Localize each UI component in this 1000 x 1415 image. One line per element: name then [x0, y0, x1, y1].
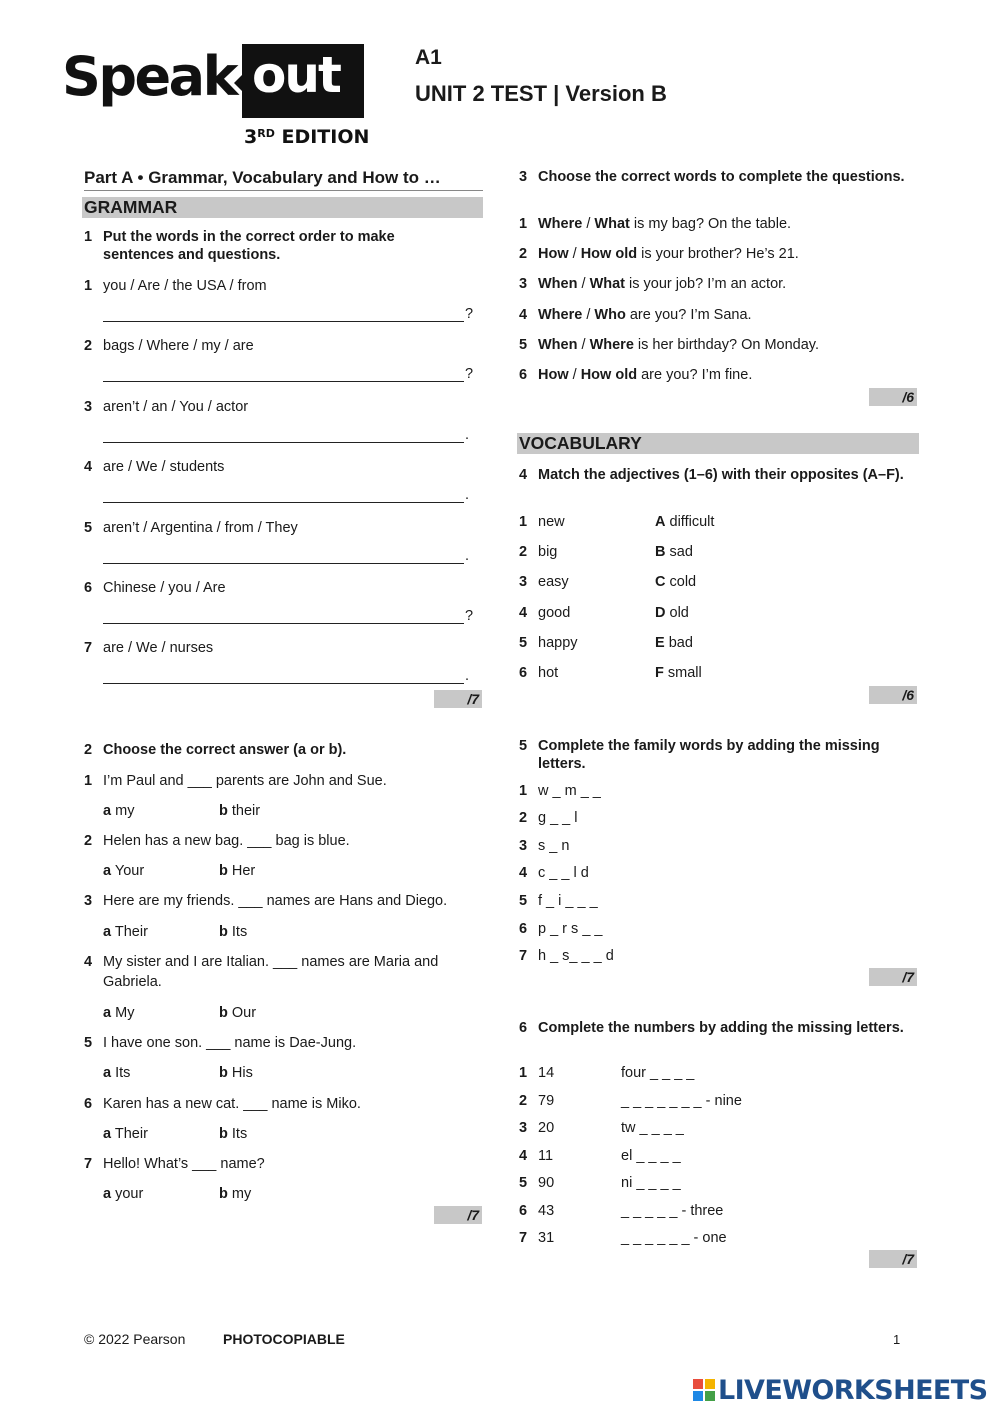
item-number: 7	[84, 1156, 93, 1172]
logo-square	[693, 1379, 703, 1389]
gapped-number-word[interactable]: four _ _ _ _	[621, 1065, 695, 1081]
instruction-text: Choose the correct words to complete the questions.	[538, 169, 905, 185]
gapped-number-word[interactable]: _ _ _ _ _ _ _ - nine	[621, 1093, 742, 1109]
answer-line[interactable]	[103, 623, 464, 624]
choice-separator: /	[582, 307, 595, 323]
question-text: Hello! What’s ___ name?	[103, 1156, 265, 1172]
item-words: aren’t / an / You / actor	[103, 399, 249, 415]
number-value: 11	[538, 1148, 554, 1164]
word-choice-1[interactable]: Where	[538, 307, 583, 323]
opposite-letter: E	[655, 635, 665, 651]
gapped-number-word[interactable]: tw _ _ _ _	[621, 1120, 684, 1136]
choice-separator: /	[582, 216, 595, 232]
choice-separator: /	[568, 367, 581, 383]
word-choice-2[interactable]: What	[594, 216, 630, 232]
word-choice-2[interactable]: How old	[580, 367, 638, 383]
gapped-number-word[interactable]: el _ _ _ _	[621, 1148, 681, 1164]
option-a[interactable]	[103, 1063, 130, 1083]
word-choice-2[interactable]: What	[589, 276, 625, 292]
item-number: 6	[84, 1096, 93, 1112]
item-words: bags / Where / my / are	[103, 338, 254, 354]
option-letter: b	[219, 1186, 228, 1202]
item-sentence	[538, 244, 799, 264]
number-value: 14	[538, 1065, 555, 1081]
option-text: Your	[114, 863, 145, 879]
item-sentence	[538, 274, 786, 294]
logo-square	[705, 1379, 715, 1389]
sentence-rest: is your job? I’m an actor.	[625, 276, 787, 292]
item-number: 2	[519, 810, 528, 826]
exercise-number: 6	[519, 1020, 528, 1036]
exercise-5-score: /7	[869, 968, 917, 986]
answer-punctuation: .	[465, 668, 470, 684]
opposite-letter: C	[655, 574, 666, 590]
sentence-rest: is her birthday? On Monday.	[633, 337, 819, 353]
option-text: my	[115, 803, 135, 819]
exercise-2-question	[84, 771, 469, 791]
item-number: 2	[519, 544, 528, 560]
word-choice-1[interactable]: Where	[538, 216, 583, 232]
logo-word-out: out	[252, 46, 340, 104]
item-number: 5	[84, 520, 93, 536]
option-letter: b	[219, 803, 228, 819]
exercise-4-opposite[interactable]	[655, 572, 696, 592]
item-words: aren’t / Argentina / from / They	[103, 520, 298, 536]
gapped-word: s _ n	[538, 838, 570, 854]
gapped-word: h _ s_ _ _ d	[538, 948, 614, 964]
gapped-word: c _ _ l d	[538, 865, 589, 881]
word-choice-1[interactable]: When	[538, 337, 578, 353]
word-choice-2[interactable]: How old	[580, 246, 638, 262]
exercise-2-score: /7	[434, 1206, 482, 1224]
option-text: Its	[115, 1065, 131, 1081]
option-a[interactable]	[103, 1124, 148, 1144]
instruction-text: Complete the family words by adding the missing letters.	[538, 738, 880, 772]
word-choice-2[interactable]: Where	[589, 337, 634, 353]
item-number: 2	[84, 833, 93, 849]
option-a[interactable]	[103, 922, 148, 942]
item-number: 4	[519, 1148, 528, 1164]
item-number: 3	[84, 399, 93, 415]
exercise-3-instruction	[519, 168, 909, 186]
liveworksheets-text: LIVEWORKSHEETS	[718, 1375, 988, 1406]
word-choice-2[interactable]: Who	[594, 307, 626, 323]
exercise-4-opposite[interactable]	[655, 512, 714, 532]
exercise-4-opposite[interactable]	[655, 663, 702, 683]
item-number: 3	[84, 893, 93, 909]
item-number: 5	[519, 635, 528, 651]
item-number: 6	[84, 580, 93, 596]
item-number: 1	[519, 1065, 528, 1081]
exercise-2-question	[84, 891, 469, 911]
item-number: 4	[519, 865, 528, 881]
gapped-word: g _ _ l	[538, 810, 578, 826]
opposite-word: sad	[669, 544, 693, 560]
edition-number: 3	[244, 126, 258, 148]
page-number: 1	[893, 1332, 901, 1347]
option-text: their	[231, 803, 261, 819]
exercise-number: 5	[519, 738, 528, 754]
item-number: 1	[519, 514, 528, 530]
item-number: 5	[519, 1175, 528, 1191]
item-number: 6	[519, 367, 528, 383]
option-letter: b	[219, 863, 228, 879]
item-number: 3	[519, 276, 528, 292]
option-text: His	[231, 1065, 253, 1081]
sentence-rest: is my bag? On the table.	[629, 216, 792, 232]
item-words: you / Are / the USA / from	[103, 278, 267, 294]
item-number: 1	[84, 773, 93, 789]
option-b[interactable]	[219, 1124, 247, 1144]
exercise-2-instruction	[84, 741, 474, 759]
instruction-text: Put the words in the correct order to make sentences and questions.	[103, 229, 395, 263]
gapped-word: w _ m _ _	[538, 783, 601, 799]
option-text: your	[115, 1186, 144, 1202]
answer-punctuation: ?	[465, 306, 474, 322]
question-text: My sister and I are Italian. ___ names are Maria and Gabriela.	[103, 954, 439, 990]
word-choice-1[interactable]: When	[538, 276, 578, 292]
answer-line[interactable]	[103, 442, 464, 443]
question-text: Helen has a new bag. ___ bag is blue.	[103, 833, 350, 849]
option-letter: a	[103, 863, 112, 879]
opposite-letter: D	[655, 605, 666, 621]
option-text: Our	[231, 1005, 257, 1021]
option-b[interactable]	[219, 861, 255, 881]
choice-separator: /	[577, 276, 590, 292]
exercise-1-score: /7	[434, 690, 482, 708]
exercise-3-score: /6	[869, 388, 917, 406]
answer-line[interactable]	[103, 683, 464, 684]
choice-separator: /	[577, 337, 590, 353]
sentence-rest: is your brother? He’s 21.	[637, 246, 799, 262]
gapped-number-word[interactable]: ni _ _ _ _	[621, 1175, 681, 1191]
number-value: 43	[538, 1203, 555, 1219]
option-a[interactable]	[103, 801, 134, 821]
exercise-1-instruction	[84, 228, 464, 264]
logo-square	[693, 1391, 703, 1401]
item-number: 3	[519, 574, 528, 590]
option-text: Their	[114, 1126, 148, 1142]
exercise-4-opposite[interactable]	[655, 542, 693, 562]
adjective-word[interactable]: big	[538, 544, 558, 560]
gapped-word: f _ i _ _ _	[538, 893, 598, 909]
exercise-2-question	[84, 1154, 469, 1174]
instruction-text: Match the adjectives (1–6) with their opposites (A–F).	[538, 467, 904, 483]
item-number: 6	[519, 665, 528, 681]
option-b[interactable]	[219, 801, 260, 821]
option-a[interactable]	[103, 1003, 134, 1023]
number-value: 31	[538, 1230, 555, 1246]
exercise-number: 3	[519, 169, 528, 185]
option-text: Its	[231, 924, 248, 940]
liveworksheets-logo-icon	[693, 1379, 715, 1401]
item-number: 7	[84, 640, 93, 656]
item-number: 5	[519, 337, 528, 353]
word-choice-1[interactable]: How	[538, 367, 569, 383]
item-number: 7	[519, 1230, 528, 1246]
question-text: Karen has a new cat. ___ name is Miko.	[103, 1096, 361, 1112]
sentence-rest: are you? I’m Sana.	[625, 307, 752, 323]
item-number: 3	[519, 1120, 528, 1136]
number-value: 90	[538, 1175, 555, 1191]
instruction-text: Choose the correct answer (a or b).	[103, 742, 347, 758]
answer-line[interactable]	[103, 502, 464, 503]
item-sentence	[538, 305, 752, 325]
exercise-number: 2	[84, 742, 93, 758]
exercise-2-question	[84, 1094, 469, 1114]
exercise-number: 4	[519, 467, 528, 483]
answer-punctuation: .	[465, 548, 470, 564]
option-text: Its	[231, 1126, 248, 1142]
item-sentence	[538, 365, 752, 385]
question-text: I’m Paul and ___ parents are John and Sue.	[103, 773, 387, 789]
option-text: My	[115, 1005, 135, 1021]
speakout-logo	[62, 44, 370, 150]
option-letter: a	[103, 1005, 112, 1021]
item-number: 2	[84, 338, 93, 354]
item-sentence	[538, 214, 791, 234]
item-number: 3	[519, 838, 528, 854]
opposite-letter: F	[655, 665, 664, 681]
option-b[interactable]	[219, 1063, 253, 1083]
photocopiable-label: PHOTOCOPIABLE	[223, 1331, 345, 1347]
part-title: Part A • Grammar, Vocabulary and How to …	[84, 168, 483, 191]
sentence-rest: are you? I’m fine.	[637, 367, 753, 383]
exercise-4-instruction	[519, 466, 909, 484]
adjective-word[interactable]: new	[538, 514, 565, 530]
opposite-word: old	[669, 605, 689, 621]
logo-square	[705, 1391, 715, 1401]
option-letter: a	[103, 803, 112, 819]
item-number: 6	[519, 921, 528, 937]
copyright: © 2022 Pearson	[84, 1331, 186, 1347]
instruction-text: Complete the numbers by adding the missing letters.	[538, 1020, 904, 1036]
item-words: are / We / students	[103, 459, 225, 475]
edition-word: EDITION	[281, 126, 370, 148]
exercise-6-score: /7	[869, 1250, 917, 1268]
exercise-4-opposite[interactable]	[655, 603, 689, 623]
item-number: 6	[519, 1203, 528, 1219]
exercise-4-opposite[interactable]	[655, 633, 693, 653]
opposite-word: bad	[668, 635, 693, 651]
exercise-6-instruction	[519, 1019, 909, 1037]
item-number: 1	[519, 783, 528, 799]
vocabulary-heading: VOCABULARY	[517, 433, 919, 454]
option-a[interactable]	[103, 861, 144, 881]
option-letter: b	[219, 1005, 228, 1021]
item-number: 1	[84, 278, 93, 294]
question-text: Here are my friends. ___ names are Hans and Diego.	[103, 893, 448, 909]
question-text: I have one son. ___ name is Dae-Jung.	[103, 1035, 357, 1051]
answer-line[interactable]	[103, 563, 464, 564]
level-label: A1	[415, 46, 442, 69]
adjective-word[interactable]: happy	[538, 635, 578, 651]
option-letter: b	[219, 924, 228, 940]
adjective-word[interactable]: good	[538, 605, 571, 621]
exercise-5-instruction	[519, 737, 909, 773]
gapped-number-word[interactable]: _ _ _ _ _ - three	[621, 1203, 724, 1219]
number-value: 20	[538, 1120, 555, 1136]
option-letter: a	[103, 1126, 112, 1142]
item-number: 4	[84, 954, 93, 970]
edition-suffix: RD	[257, 127, 275, 140]
gapped-word: p _ r s _ _	[538, 921, 603, 937]
opposite-word: small	[667, 665, 702, 681]
option-b[interactable]	[219, 922, 247, 942]
item-words: are / We / nurses	[103, 640, 214, 656]
item-sentence	[538, 335, 819, 355]
option-letter: b	[219, 1126, 228, 1142]
option-text: my	[231, 1186, 252, 1202]
opposite-letter: A	[655, 514, 666, 530]
exercise-4-score: /6	[869, 686, 917, 704]
test-title: UNIT 2 TEST | Version B	[415, 81, 667, 106]
option-letter: a	[103, 924, 112, 940]
option-b[interactable]	[219, 1003, 256, 1023]
item-number: 2	[519, 246, 528, 262]
word-choice-1[interactable]: How	[538, 246, 569, 262]
opposite-word: difficult	[669, 514, 715, 530]
logo-word-speak: Speak	[62, 45, 237, 108]
answer-punctuation: ?	[465, 608, 474, 624]
option-text: Their	[114, 924, 148, 940]
item-number: 2	[519, 1093, 528, 1109]
option-letter: a	[103, 1065, 112, 1081]
item-number: 4	[519, 307, 528, 323]
option-a[interactable]	[103, 1184, 143, 1204]
logo-edition	[244, 128, 369, 147]
option-text: Her	[231, 863, 256, 879]
answer-punctuation: ?	[465, 366, 474, 382]
adjective-word[interactable]: hot	[538, 665, 559, 681]
adjective-word[interactable]: easy	[538, 574, 569, 590]
exercise-2-question	[84, 952, 469, 992]
item-number: 7	[519, 948, 528, 964]
answer-punctuation: .	[465, 487, 470, 503]
item-number: 1	[519, 216, 528, 232]
exercise-2-question	[84, 831, 469, 851]
exercise-number: 1	[84, 229, 93, 245]
item-words: Chinese / you / Are	[103, 580, 226, 596]
number-value: 79	[538, 1093, 555, 1109]
answer-line[interactable]	[103, 321, 464, 322]
answer-punctuation: .	[465, 427, 470, 443]
item-number: 4	[84, 459, 93, 475]
grammar-heading: GRAMMAR	[82, 197, 483, 218]
opposite-word: cold	[669, 574, 697, 590]
option-letter: b	[219, 1065, 228, 1081]
item-number: 4	[519, 605, 528, 621]
answer-line[interactable]	[103, 381, 464, 382]
option-b[interactable]	[219, 1184, 251, 1204]
item-number: 5	[84, 1035, 93, 1051]
option-letter: a	[103, 1186, 112, 1202]
gapped-number-word[interactable]: _ _ _ _ _ _ - one	[621, 1230, 727, 1246]
item-number: 5	[519, 893, 528, 909]
exercise-2-question	[84, 1033, 469, 1053]
opposite-letter: B	[655, 544, 666, 560]
choice-separator: /	[568, 246, 581, 262]
